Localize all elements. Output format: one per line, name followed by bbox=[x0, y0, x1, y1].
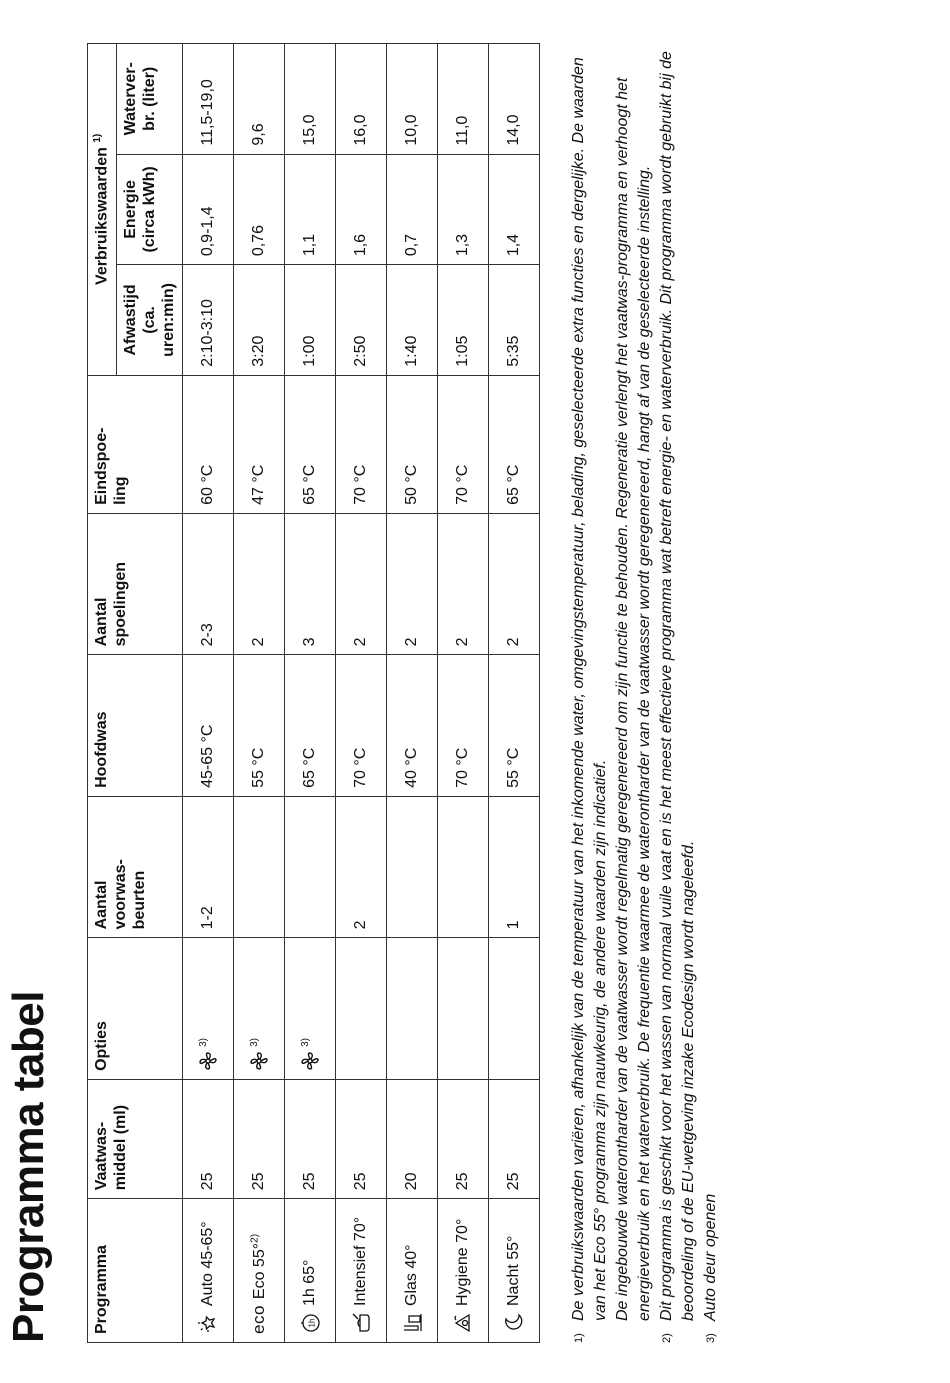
moon-icon bbox=[503, 1312, 525, 1334]
col-header-afwastijd: Afwastijd (ca. uren:min) bbox=[116, 265, 183, 376]
footnote-text: Dit programma is geschikt voor het wassen van normaal vuile vaat en is het meest effectieve programma wat betreft energie- en waterverbruik. Dit programma wordt gebruikt bij de beoordeling of de EU-wetgeving inzake Ecodesign wordt nageleefd. bbox=[658, 51, 697, 1321]
detergent-cell: 20 bbox=[387, 1079, 438, 1198]
program-name: Auto 45-65° bbox=[199, 1221, 217, 1306]
prewash-cell: 1 bbox=[489, 796, 540, 938]
energy-cell: 1,3 bbox=[438, 154, 489, 265]
option-cell bbox=[387, 938, 438, 1080]
option-cell bbox=[285, 938, 336, 1080]
duration-cell: 2:50 bbox=[336, 265, 387, 376]
mainwash-cell: 55 °C bbox=[234, 655, 285, 797]
duration-cell: 1:40 bbox=[387, 265, 438, 376]
program-name: Intensief 70° bbox=[352, 1216, 370, 1306]
col-header-spoelingen: Aantal spoelingen bbox=[88, 513, 183, 655]
program-name: Nacht 55° bbox=[505, 1235, 523, 1306]
footnote-ref: 3) bbox=[198, 1038, 210, 1047]
rinses-cell: 2 bbox=[234, 513, 285, 655]
hygiene-icon bbox=[452, 1312, 474, 1334]
option-cell bbox=[489, 938, 540, 1080]
mainwash-cell: 65 °C bbox=[285, 655, 336, 797]
water-cell: 9,6 bbox=[234, 44, 285, 155]
energy-cell: 0,9-1,4 bbox=[183, 154, 234, 265]
col-header-eindspoeling: Eindspoe- ling bbox=[88, 375, 183, 513]
energy-cell: 0,76 bbox=[234, 154, 285, 265]
1h-icon bbox=[299, 1312, 321, 1334]
footnote-text: Auto deur openen bbox=[702, 1193, 719, 1321]
eco-label: eco bbox=[249, 1305, 269, 1334]
water-cell: 14,0 bbox=[489, 44, 540, 155]
energy-cell: 1,1 bbox=[285, 154, 336, 265]
rinses-cell: 3 bbox=[285, 513, 336, 655]
col-header-voorwas: Aantal voorwas- beurten bbox=[88, 796, 183, 938]
mainwash-cell: 40 °C bbox=[387, 655, 438, 797]
rinses-cell: 2 bbox=[489, 513, 540, 655]
col-header-water: Waterver- br. (liter) bbox=[116, 44, 183, 155]
program-table bbox=[87, 43, 540, 1343]
mainwash-cell: 55 °C bbox=[489, 655, 540, 797]
program-name-cell bbox=[387, 1199, 438, 1343]
col-header-vaatwasmiddel: Vaatwas- middel (ml) bbox=[88, 1079, 183, 1198]
footnotes bbox=[568, 43, 722, 1343]
option-cell bbox=[234, 938, 285, 1080]
footnote-number: 1) bbox=[573, 1333, 585, 1343]
program-name-cell bbox=[183, 1199, 234, 1343]
rinses-cell: 2 bbox=[438, 513, 489, 655]
table-row bbox=[285, 44, 336, 1343]
footnote-ref: 3) bbox=[249, 1038, 261, 1047]
prewash-cell bbox=[387, 796, 438, 938]
col-header-verbruik: Verbruikswaarden $^{1)}$ bbox=[88, 44, 117, 376]
detergent-cell: 25 bbox=[183, 1079, 234, 1198]
program-name-cell bbox=[438, 1199, 489, 1343]
duration-cell: 1:05 bbox=[438, 265, 489, 376]
water-cell: 11,0 bbox=[438, 44, 489, 155]
col-header-energie: Energie (circa kWh) bbox=[116, 154, 183, 265]
energy-cell: 1,4 bbox=[489, 154, 540, 265]
option-cell bbox=[336, 938, 387, 1080]
program-name: Hygiene 70° bbox=[454, 1218, 472, 1306]
rinses-cell: 2-3 bbox=[183, 513, 234, 655]
footnote-ref: 2) bbox=[249, 1233, 261, 1243]
col-header-programma: Programma bbox=[88, 1199, 183, 1343]
table-row bbox=[489, 44, 540, 1343]
mainwash-cell: 45-65 °C bbox=[183, 655, 234, 797]
final-rinse-cell: 50 °C bbox=[387, 375, 438, 513]
auto-icon bbox=[197, 1312, 219, 1334]
page-title: Programma tabel bbox=[4, 991, 53, 1343]
svg-text:1h: 1h bbox=[307, 1318, 317, 1328]
program-name-cell bbox=[234, 1199, 285, 1343]
duration-cell: 1:00 bbox=[285, 265, 336, 376]
detergent-cell: 25 bbox=[234, 1079, 285, 1198]
duration-cell: 2:10-3:10 bbox=[183, 265, 234, 376]
auto-door-open-icon bbox=[249, 1051, 269, 1071]
table-row bbox=[387, 44, 438, 1343]
prewash-cell bbox=[285, 796, 336, 938]
program-name-cell bbox=[336, 1199, 387, 1343]
auto-door-open-icon bbox=[198, 1051, 218, 1071]
col-header-hoofdwas: Hoofdwas bbox=[88, 655, 183, 797]
footnote-number: 3) bbox=[705, 1333, 717, 1343]
duration-cell: 5:35 bbox=[489, 265, 540, 376]
detergent-cell: 25 bbox=[285, 1079, 336, 1198]
footnote bbox=[568, 43, 656, 1343]
detergent-cell: 25 bbox=[438, 1079, 489, 1198]
prewash-cell bbox=[234, 796, 285, 938]
footnote-text: De verbruikswaarden variëren, afhankelijk van de temperatuur van het inkomende water, omgevingstemperatuur, belading, geselecteerde extra functies en dergelijke. De waarden van het Eco 55° programma zijn nauwkeurig, de andere waarden zijn indicatief. bbox=[570, 57, 609, 1321]
footnote bbox=[700, 43, 722, 1343]
glass-icon bbox=[401, 1312, 423, 1334]
mainwash-cell: 70 °C bbox=[438, 655, 489, 797]
program-name: Glas 40° bbox=[403, 1244, 421, 1306]
final-rinse-cell: 70 °C bbox=[438, 375, 489, 513]
table-row bbox=[183, 44, 234, 1343]
final-rinse-cell: 47 °C bbox=[234, 375, 285, 513]
final-rinse-cell: 70 °C bbox=[336, 375, 387, 513]
prewash-cell: 1-2 bbox=[183, 796, 234, 938]
detergent-cell: 25 bbox=[489, 1079, 540, 1198]
final-rinse-cell: 60 °C bbox=[183, 375, 234, 513]
footnote-text: De ingebouwde waterontharder van de vaatwasser wordt regelmatig geregenereerd om zijn functie te behouden. Regeneratie verlengt het vaatwas-programma en verhoogt het energieverbruik en het waterverbruik. De frequentie waarmee de waterontharder van de vaatwasser wordt geregenereerd, hangt af van de geselecteerde instelling. bbox=[614, 77, 653, 1321]
mainwash-cell: 70 °C bbox=[336, 655, 387, 797]
program-name-cell bbox=[285, 1199, 336, 1343]
option-cell bbox=[183, 938, 234, 1080]
duration-cell: 3:20 bbox=[234, 265, 285, 376]
detergent-cell: 25 bbox=[336, 1079, 387, 1198]
final-rinse-cell: 65 °C bbox=[489, 375, 540, 513]
footnote-number: 2) bbox=[661, 1333, 673, 1343]
auto-door-open-icon bbox=[300, 1051, 320, 1071]
program-name: Eco 55° bbox=[251, 1242, 269, 1300]
table-row bbox=[336, 44, 387, 1343]
energy-cell: 1,6 bbox=[336, 154, 387, 265]
option-cell bbox=[438, 938, 489, 1080]
water-cell: 16,0 bbox=[336, 44, 387, 155]
rinses-cell: 2 bbox=[387, 513, 438, 655]
pot-icon bbox=[350, 1312, 372, 1334]
program-name-cell bbox=[489, 1199, 540, 1343]
water-cell: 10,0 bbox=[387, 44, 438, 155]
footnote-ref: 3) bbox=[300, 1038, 312, 1047]
water-cell: 11,5-19,0 bbox=[183, 44, 234, 155]
program-name: 1h 65° bbox=[301, 1259, 319, 1306]
rinses-cell: 2 bbox=[336, 513, 387, 655]
prewash-cell: 2 bbox=[336, 796, 387, 938]
col-header-opties: Opties bbox=[88, 938, 183, 1080]
footnote bbox=[656, 43, 700, 1343]
final-rinse-cell: 65 °C bbox=[285, 375, 336, 513]
table-row bbox=[234, 44, 285, 1343]
table-row bbox=[438, 44, 489, 1343]
water-cell: 15,0 bbox=[285, 44, 336, 155]
energy-cell: 0,7 bbox=[387, 154, 438, 265]
prewash-cell bbox=[438, 796, 489, 938]
